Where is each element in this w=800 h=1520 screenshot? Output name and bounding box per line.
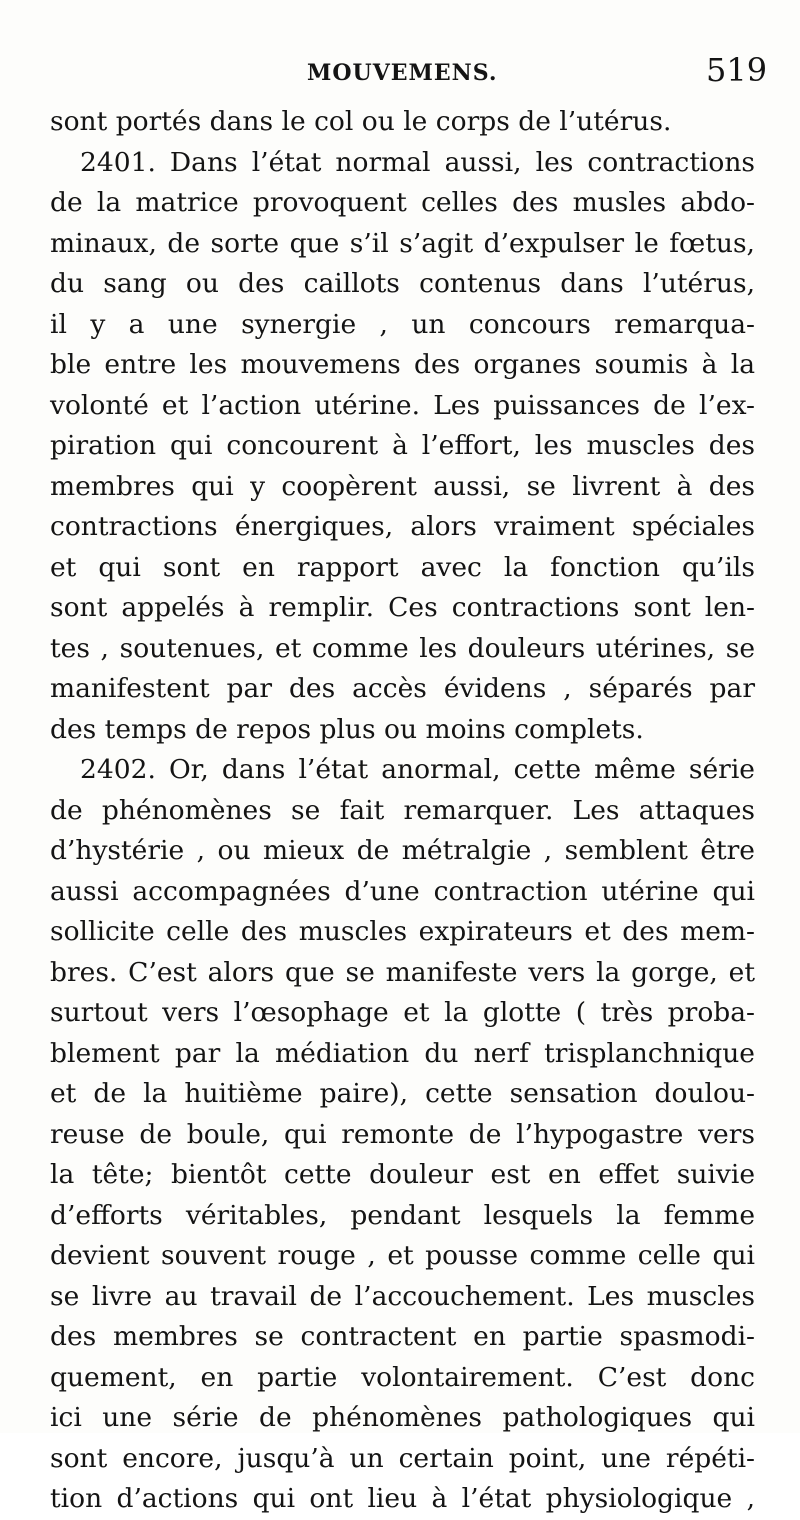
text-line: contractions énergiques, alors vraiment spéciales: [50, 511, 755, 542]
text-line: 2402. Or, dans l’état anormal, cette même série: [80, 754, 755, 785]
text-line: sont encore, jusqu’à un certain point, une répéti-: [50, 1442, 755, 1474]
body-text: [50, 102, 755, 1520]
text-line: ici une série de phénomènes pathologiques qui: [50, 1402, 755, 1433]
text-line: sont portés dans le col ou le corps de l’utérus.: [50, 106, 672, 137]
text-line: volonté et l’action utérine. Les puissances de l’ex-: [50, 389, 755, 421]
text-line: ble entre les mouvemens des organes soumis à la: [50, 349, 755, 380]
running-title: MOUVEMENS.: [307, 60, 498, 86]
text-line: de la matrice provoquent celles des musles abdo-: [50, 187, 755, 218]
text-line: se livre au travail de l’accouchement. Les muscles: [50, 1280, 755, 1312]
text-line: il y a une synergie , un concours remarqua-: [50, 308, 755, 340]
text-line: d’efforts véritables, pendant lesquels la femme: [50, 1199, 755, 1231]
text-line: blement par la médiation du nerf trisplanchnique: [50, 1037, 755, 1069]
text-line: tion d’actions qui ont lieu à l’état physiologique ,: [50, 1483, 755, 1514]
text-line: sollicite celle des muscles expirateurs et des mem-: [50, 916, 755, 947]
text-line: et de la huitième paire), cette sensation doulou-: [50, 1078, 755, 1109]
text-line: sont appelés à remplir. Ces contractions sont len-: [50, 592, 755, 623]
text-line: quement, en partie volontairement. C’est donc: [50, 1361, 755, 1393]
running-head: [0, 51, 800, 98]
text-line: aussi accompagnées d’une contraction utérine qui: [50, 875, 755, 907]
text-line: des temps de repos plus ou moins complets.: [50, 713, 644, 745]
text-line: et qui sont en rapport avec la fonction qu’ils: [50, 551, 755, 583]
text-line: piration qui concourent à l’effort, les muscles des: [50, 430, 755, 461]
text-line: manifestent par des accès évidens , séparés par: [50, 673, 755, 704]
text-line: surtout vers l’œsophage et la glotte ( très proba-: [50, 997, 755, 1028]
text-line: 2401. Dans l’état normal aussi, les contractions: [80, 146, 755, 178]
text-line: la tête; bientôt cette douleur est en effet suivie: [50, 1159, 755, 1190]
text-line: de phénomènes se fait remarquer. Les attaques: [50, 794, 755, 826]
text-line: des membres se contractent en partie spasmodi-: [50, 1321, 755, 1352]
text-line: d’hystérie , ou mieux de métralgie , semblent être: [50, 835, 755, 866]
text-line: bres. C’est alors que se manifeste vers la gorge, et: [50, 956, 755, 988]
text-line: reuse de boule, qui remonte de l’hypogastre vers: [50, 1118, 755, 1150]
text-line: devient souvent rouge , et pousse comme celle qui: [50, 1240, 755, 1271]
text-line: minaux, de sorte que s’il s’agit d’expulser le fœtus,: [50, 227, 755, 259]
page-number: 519: [706, 51, 768, 89]
text-line: tes , soutenues, et comme les douleurs utérines, se: [50, 632, 755, 664]
text-line: du sang ou des caillots contenus dans l’utérus,: [50, 268, 755, 299]
text-line: membres qui y coopèrent aussi, se livrent à des: [50, 470, 755, 502]
